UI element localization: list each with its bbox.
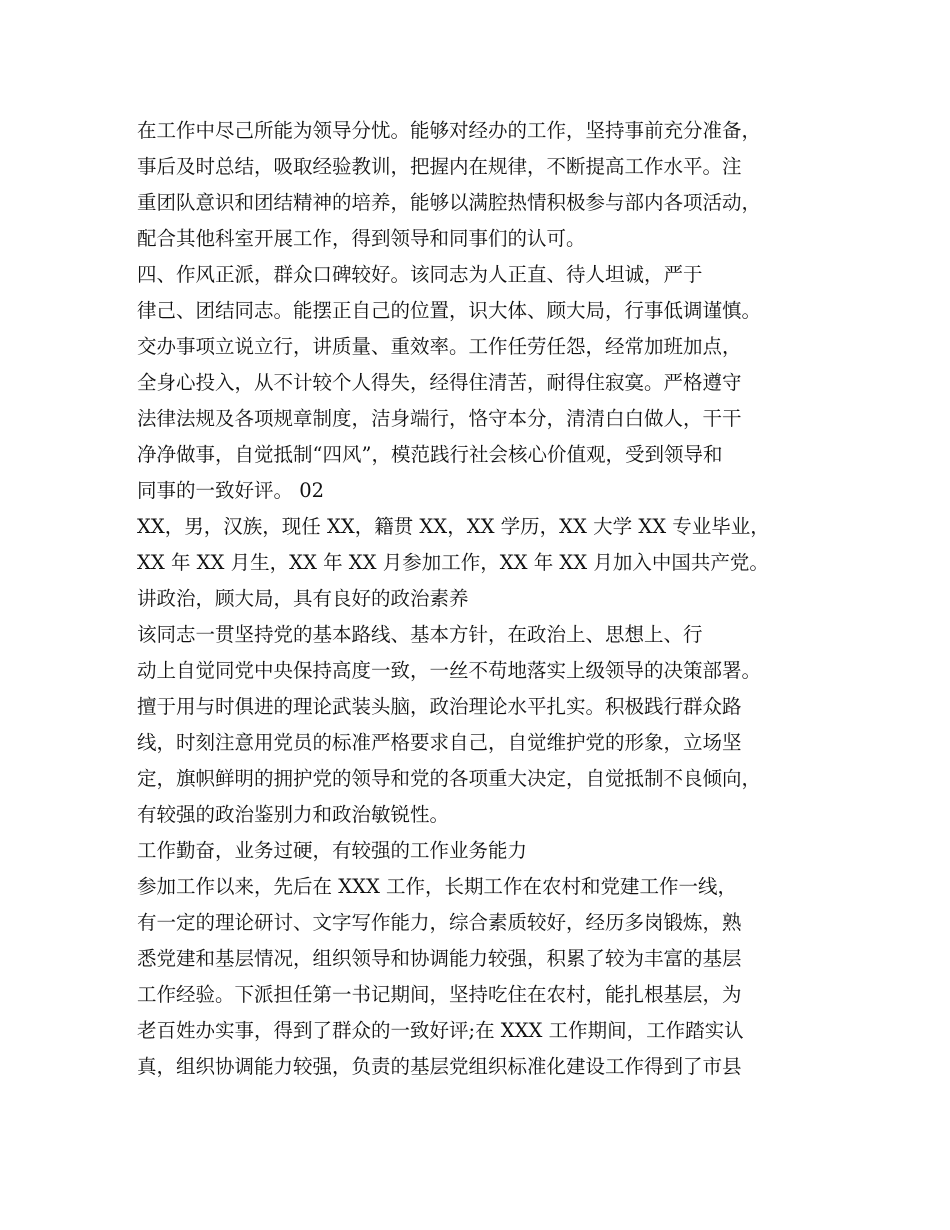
text-line: 配合其他科室开展工作，得到领导和同事们的认可。 bbox=[137, 227, 586, 250]
text-line: 四、作风正派，群众口碑较好。该同志为人正直、待人坦诚，严于 bbox=[137, 263, 703, 286]
text-line: XX 年 XX 月生，XX 年 XX 月参加工作，XX 年 XX 月加入中国共产党。 bbox=[137, 551, 769, 574]
text-line: 工作经验。下派担任第一书记期间，坚持吃住在农村，能扎根基层，为 bbox=[137, 983, 742, 1006]
text-line: 法律法规及各项规章制度，洁身端行，恪守本分，清清白白做人，干干 bbox=[137, 407, 742, 430]
text-line: 净净做事，自觉抵制“四风”，模范践行社会核心价值观，受到领导和 bbox=[137, 443, 723, 466]
text-line: 动上自觉同党中央保持高度一致，一丝不苟地落实上级领导的决策部署。 bbox=[137, 659, 762, 682]
text-line: 参加工作以来，先后在 XXX 工作，长期工作在农村和党建工作一线， bbox=[137, 875, 738, 898]
text-line: 真，组织协调能力较强，负责的基层党组织标准化建设工作得到了市县 bbox=[137, 1055, 742, 1078]
text-line: 工作勤奋，业务过硬，有较强的工作业务能力 bbox=[137, 839, 528, 862]
text-line: 有较强的政治鉴别力和政治敏锐性。 bbox=[137, 803, 450, 826]
text-line: 同事的一致好评。 02 bbox=[137, 479, 325, 502]
text-line: 事后及时总结，吸取经验教训，把握内在规律，不断提高工作水平。注 bbox=[137, 155, 742, 178]
text-line: 交办事项立说立行，讲质量、重效率。工作任劳任怨，经常加班加点， bbox=[137, 335, 742, 358]
text-line: 擅于用与时俱进的理论武装头脑，政治理论水平扎实。积极践行群众路 bbox=[137, 695, 742, 718]
text-line: 老百姓办实事，得到了群众的一致好评;在 XXX 工作期间，工作踏实认 bbox=[137, 1019, 744, 1042]
text-line: 在工作中尽己所能为领导分忧。能够对经办的工作，坚持事前充分准备， bbox=[137, 119, 762, 142]
text-line: 律己、团结同志。能摆正自己的位置，识大体、顾大局，行事低调谨慎。 bbox=[137, 299, 762, 322]
text-line: 重团队意识和团结精神的培养，能够以满腔热情积极参与部内各项活动， bbox=[137, 191, 762, 214]
text-line: XX，男，汉族，现任 XX，籍贯 XX，XX 学历，XX 大学 XX 专业毕业， bbox=[137, 515, 770, 538]
text-line: 悉党建和基层情况，组织领导和协调能力较强，积累了较为丰富的基层 bbox=[137, 947, 742, 970]
text-line: 讲政治，顾大局，具有良好的政治素养 bbox=[137, 587, 469, 610]
text-line: 线，时刻注意用党员的标准严格要求自己，自觉维护党的形象，立场坚 bbox=[137, 731, 742, 754]
text-line: 有一定的理论研讨、文字写作能力，综合素质较好，经历多岗锻炼，熟 bbox=[137, 911, 742, 934]
text-line: 全身心投入，从不计较个人得失，经得住清苦，耐得住寂寞。严格遵守 bbox=[137, 371, 742, 394]
text-line: 该同志一贯坚持党的基本路线、基本方针，在政治上、思想上、行 bbox=[137, 623, 703, 646]
text-line: 定，旗帜鲜明的拥护党的领导和党的各项重大决定，自觉抵制不良倾向， bbox=[137, 767, 762, 790]
